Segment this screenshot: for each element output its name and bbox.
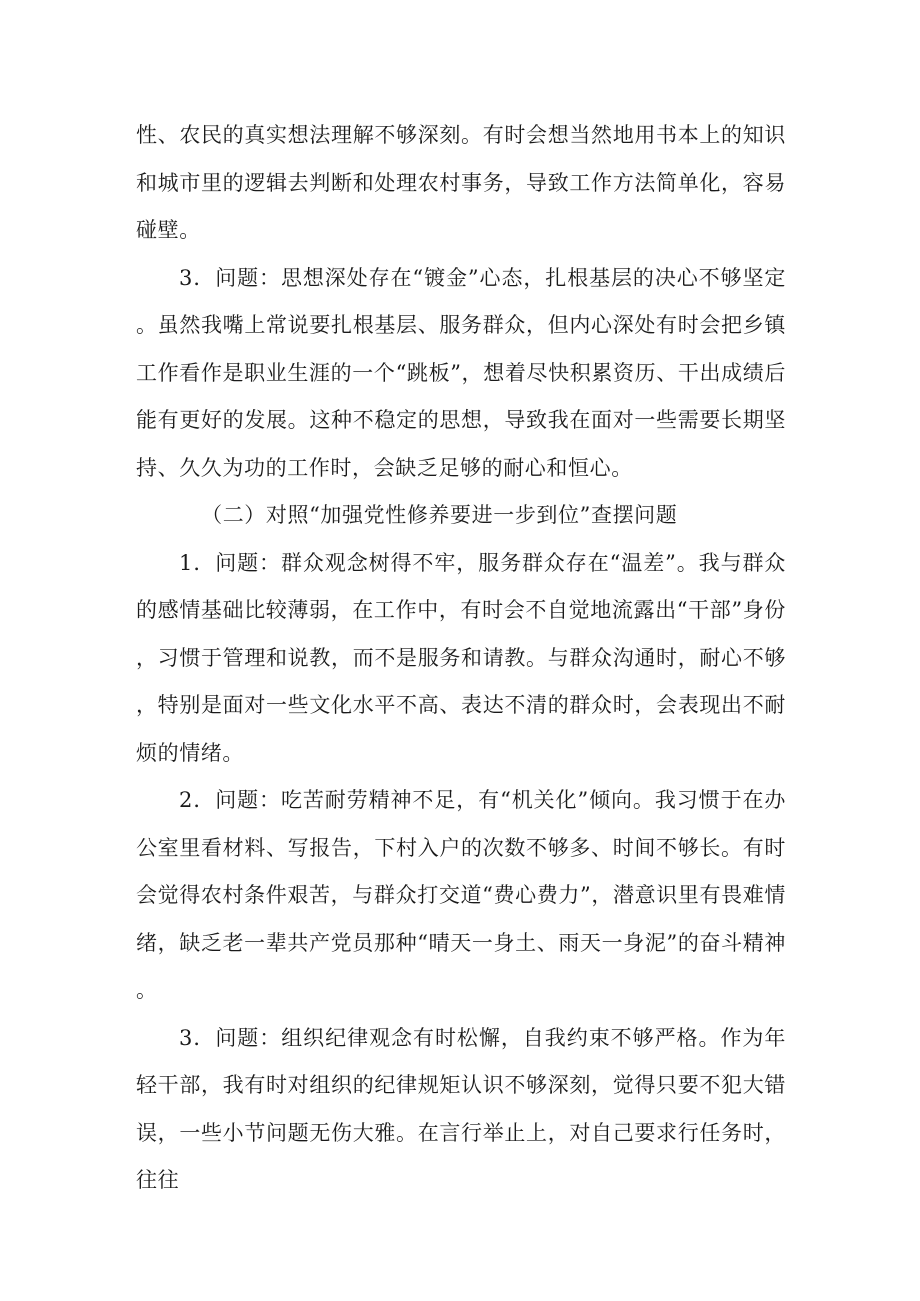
- document-body: [136, 112, 786, 1205]
- paragraph-problem-1-masses: 1．问题：群众观念树得不牢，服务群众存在“温差”。我与群众的感情基础比较薄弱，在工作中，有时会不自觉地流露出“干部”身份，习惯于管理和说教，而不是服务和请教。与群众沟通时，耐心不够，特别是面对一些文化水平不高、表达不清的群众时，会表现出不耐烦的情绪。: [136, 550, 786, 765]
- paragraph-problem-3-discipline: 3．问题：组织纪律观念有时松懈，自我约束不够严格。作为年轻干部，我有时对组织的纪律规矩认识不够深刻，觉得只要不犯大错误，一些小节问题无伤大雅。在言行举止上，对自己要求行任务时，往往: [136, 1025, 786, 1192]
- paragraph-problem-2-hardship: 2．问题：吃苦耐劳精神不足，有“机关化”倾向。我习惯于在办公室里看材料、写报告，下村入户的次数不够多、时间不够长。有时会觉得农村条件艰苦，与群众打交道“费心费力”，潜意识里有畏难情绪，缺乏老一辈共产党员那种“晴天一身土、雨天一身泥”的奋斗精神。: [136, 788, 786, 1002]
- section-heading-two: （二）对照“加强党性修养要进一步到位”查摆问题: [201, 503, 678, 527]
- paragraph-continued: 性、农民的真实想法理解不够深刻。有时会想当然地用书本上的知识和城市里的逻辑去判断和处理农村事务，导致工作方法简单化，容易碰壁。: [136, 123, 786, 242]
- paragraph-problem-3-gilding: 3．问题：思想深处存在“镀金”心态，扎根基层的决心不够坚定。虽然我嘴上常说要扎根基层、服务群众，但内心深处有时会把乡镇工作看作是职业生涯的一个“跳板”，想着尽快积累资历、干出成绩后能有更好的发展。这种不稳定的思想，导致我在面对一些需要长期坚持、久久为功的工作时，会缺乏足够的耐心和恒心。: [136, 265, 786, 480]
